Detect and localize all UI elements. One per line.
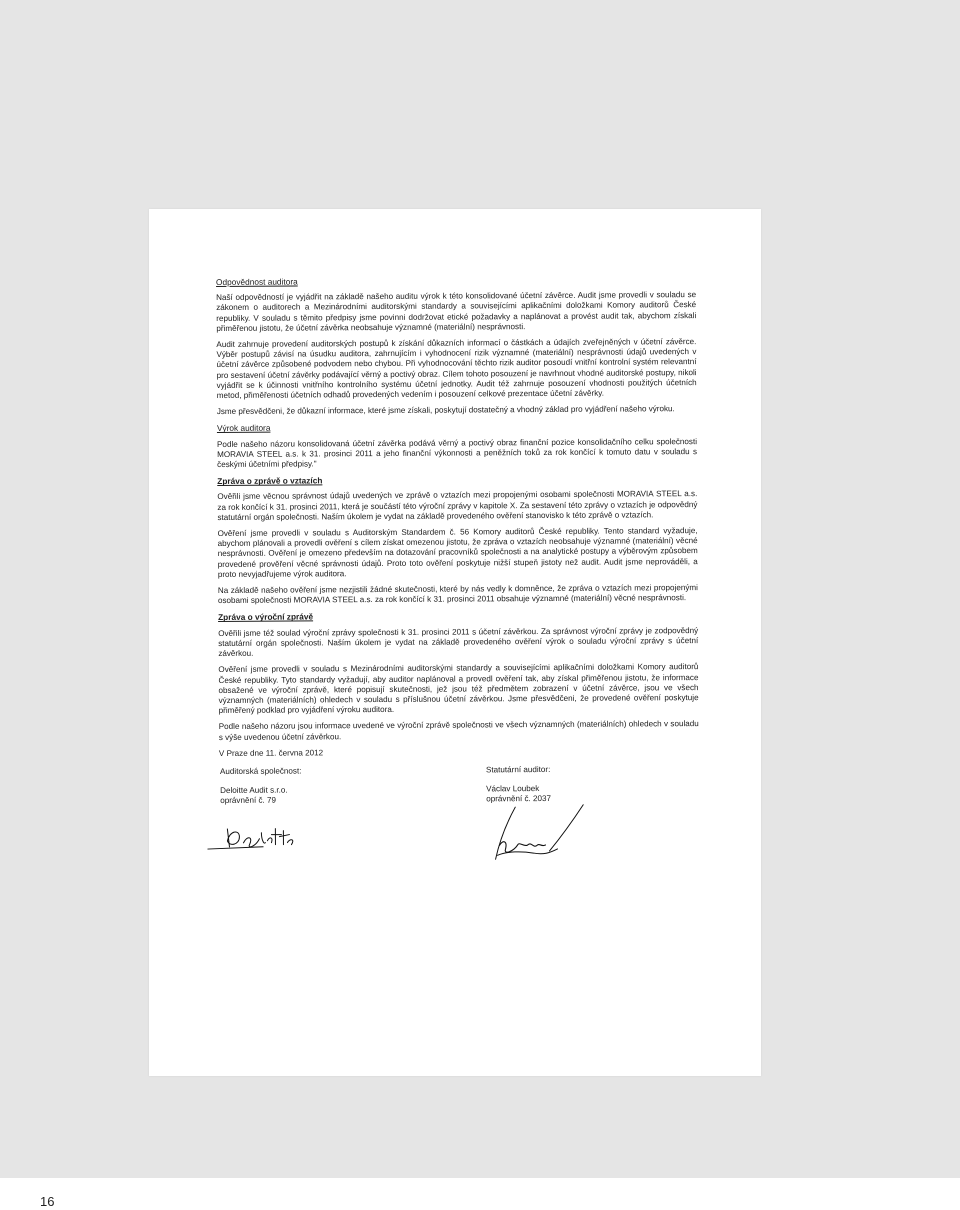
firm-name: Deloitte Audit s.r.o.	[220, 785, 288, 795]
firm-signature-column	[220, 766, 420, 806]
report-text	[216, 274, 700, 857]
auditor-name: Václav Loubek	[486, 783, 540, 794]
paragraph-annual-report-2: Ověření jsme provedli v souladu s Mezinárodními auditorskými standardy a souvisejícími aplikačními doložkami Komory auditorů České republiky. Tyto standardy vyžadují, aby auditor naplánoval a provedl ověření tak, aby získal přiměřenou jistotu, že informace obsažené ve výroční zprávě, které popisují skutečnosti, jež jsou též předmětem zobrazení v účetní závěrce, jsou ve všech významných (materiálních) ohledech v souladu s příslušnou účetní závěrkou. Jsme přesvědčeni, že provedené ověření poskytuje přiměřený podklad pro vyjádření výroku auditora.	[218, 662, 699, 716]
signature-block	[219, 764, 700, 857]
auditor-label: Statutární auditor:	[485, 764, 551, 775]
heading-auditor-responsibility: Odpovědnost auditora	[216, 276, 298, 287]
paragraph-responsibility-1: Naší odpovědností je vyjádřit na základě našeho auditu výrok k této konsolidované účetní závěrce. Audit jsme provedli v souladu se zákonem o auditorech a Mezinárodními auditorskými standardy a souvisejícími aplikačními doložkami Komory auditorů České republiky. V souladu s těmito předpisy jsme povinni dodržovat etické požadavky a naplánovat a provést audit tak, abychom získali přiměřenou jistotu, že účetní závěrka neobsahuje významné (materiální) nesprávnosti.	[216, 290, 697, 333]
page-number: 16	[40, 1194, 55, 1209]
scanned-audit-report	[149, 209, 761, 1076]
paragraph-annual-report-1: Ověřili jsme též soulad výroční zprávy společnosti k 31. prosinci 2011 s účetní závěrkou. Za správnost výroční zprávy je zodpovědný statutární orgán společnosti. Naším úkolem je vydat na základě provedeného ověření výrok o souladu výroční zprávy s účetní závěrkou.	[218, 625, 699, 659]
auditor-handwritten-signature	[487, 801, 587, 862]
paragraph-annual-report-3: Podle našeho názoru jsou informace uvedené ve výroční zprávě společnosti ve všech významných (materiálních) ohledech v souladu s výše uvedenou účetní závěrkou.	[218, 719, 699, 742]
paragraph-opinion: Podle našeho názoru konsolidovaná účetní závěrka podává věrný a poctivý obraz finanční pozice konsolidačního celku společnosti MORAVIA STEEL a.s. k 31. prosinci 2011 a jeho finanční výkonnosti a peněžních toků za rok končící k tomuto datu v souladu s českými účetními předpisy."	[216, 436, 698, 470]
paragraph-responsibility-2: Audit zahrnuje provedení auditorských postupů k získání důkazních informací o částkách a údajích zveřejněných v účetní závěrce. Výběr postupů závisí na úsudku auditora, zahrnujícím i vyhodnocení rizik významné (materiální) nesprávnosti údajů uvedených v účetní závěrce způsobené podvodem nebo chybou. Při vyhodnocování těchto rizik auditor posoudí vnitřní kontrolní systém relevantní pro sestavení účetní závěrky podávající věrný a poctivý obraz. Cílem tohoto posouzení je navrhnout vhodné auditorské postupy, nikoli vyjádřit se k účinnosti vnitřního kontrolního systému účetní jednotky. Audit též zahrnuje posouzení vhodnosti použitých účetních metod, přiměřenosti účetních odhadů provedených vedením i posouzení celkové prezentace účetní závěrky.	[216, 337, 697, 401]
heading-related-parties-report: Zpráva o zprávě o vztazích	[217, 475, 323, 487]
paragraph-related-parties-3: Na základě našeho ověření jsme nezjistili žádné skutečnosti, které by nás vedly k domněnce, že zpráva o vztazích mezi propojenými osobami společnosti MORAVIA STEEL a.s. za rok končící k 31. prosinci 2011 obsahuje významné (materiální) věcné nesprávnosti.	[217, 583, 698, 606]
paragraph-related-parties-1: Ověřili jsme věcnou správnost údajů uvedených ve zprávě o vztazích mezi propojenými osobami společnosti MORAVIA STEEL a.s. za rok končící k 31. prosinci 2011, která je součástí této výroční zprávy v kapitole X. Za sestavení této zprávy o vztazích je odpovědný statutární orgán společnosti. Naším úkolem je vydat na základě provedeného ověření stanovisko k této zprávě o vztazích.	[217, 489, 698, 522]
firm-license: oprávnění č. 79	[220, 795, 277, 805]
heading-annual-report: Zpráva o výroční zprávě	[218, 611, 314, 623]
heading-auditor-opinion: Výrok auditora	[216, 423, 271, 434]
paragraph-responsibility-3: Jsme přesvědčeni, že důkazní informace, které jsme získali, poskytují dostatečný a vhodný základ pro vyjádření našeho výroku.	[216, 404, 675, 417]
auditor-signature-column	[486, 764, 686, 804]
firm-handwritten-signature	[205, 820, 305, 855]
place-and-date: V Praze dne 11. června 2012	[218, 748, 324, 758]
auditor-license: oprávnění č. 2037	[486, 793, 552, 804]
paragraph-related-parties-2: Ověření jsme provedli v souladu s Auditorským Standardem č. 56 Komory auditorů České republiky. Tento standard vyžaduje, abychom plánovali a provedli ověření s cílem získat omezenou jistotu, že zpráva o vztazích neobsahuje významné (materiální) věcné nesprávnosti. Ověření je omezeno především na dotazování pracovníků společnosti a na analytické postupy a výběrovým způsobem provedené prověření věcné správnosti údajů. Proto toto ověření poskytuje nižší stupeň jistoty než audit. Audit jsme neprováděli, a proto nevyjadřujeme výrok auditora.	[217, 526, 698, 579]
firm-label: Auditorská společnost:	[219, 766, 302, 776]
